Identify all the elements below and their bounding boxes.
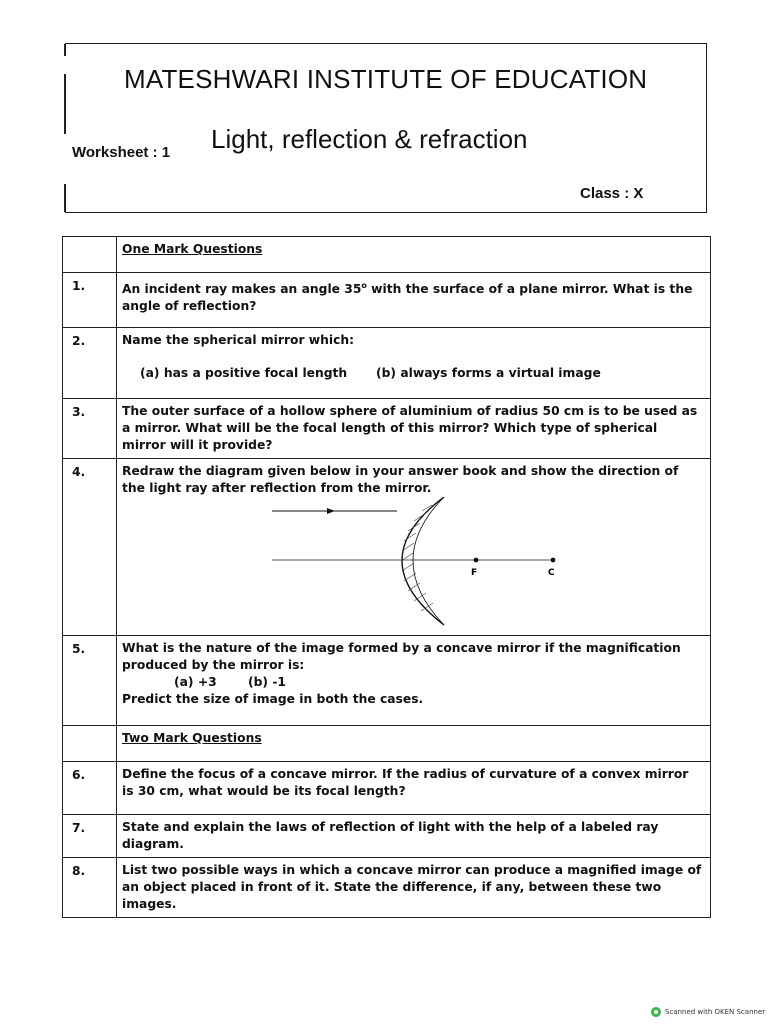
focus-label: F	[471, 568, 478, 578]
table-row	[63, 762, 711, 815]
table-row	[63, 636, 711, 726]
scanner-logo-icon	[651, 1007, 661, 1017]
question-number: 1.	[63, 273, 117, 328]
mirror-ray-diagram	[122, 497, 704, 631]
class-label: Class : X	[580, 185, 644, 202]
question-text: Name the spherical mirror which: (a) has a positive focal length (b) always forms a virtual image	[117, 328, 711, 399]
worksheet-subject: Light, reflection & refraction	[211, 124, 528, 154]
question-text: The outer surface of a hollow sphere of aluminium of radius 50 cm is to be used as a mirror. What will be the focal length of this mirror? Which type of spherical mirror will it provide?	[117, 399, 711, 459]
concave-mirror	[402, 497, 444, 625]
table-row	[63, 858, 711, 918]
center-label: C	[548, 568, 555, 578]
question-number	[63, 726, 117, 762]
question-number: 7.	[63, 815, 117, 858]
question-text: Define the focus of a concave mirror. If the radius of curvature of a convex mirror is 30 cm, what would be its focal length?	[117, 762, 711, 815]
question-number	[63, 237, 117, 273]
center-point	[551, 558, 556, 563]
section-row	[63, 237, 711, 273]
border-segment	[64, 44, 66, 56]
question-number: 5.	[63, 636, 117, 726]
border-segment	[64, 184, 66, 212]
scanner-text: Scanned with OKEN Scanner	[665, 1008, 766, 1016]
section-heading: Two Mark Questions	[117, 726, 711, 762]
question-text: An incident ray makes an angle 35$^o$ with the surface of a plane mirror. What is the angle of reflection?	[117, 273, 711, 328]
question-text: List two possible ways in which a concave mirror can produce a magnified image of an object placed in front of it. State the difference, if any, between these two images.	[117, 858, 711, 918]
question-number: 6.	[63, 762, 117, 815]
question-text: What is the nature of the image formed by a concave mirror if the magnification produced by the mirror is: (a) +3 (b) -1 Predict the size of image in both the cases.	[117, 636, 711, 726]
scanner-watermark	[651, 1007, 765, 1017]
section-heading: One Mark Questions	[117, 237, 711, 273]
worksheet-number: Worksheet : 1	[72, 144, 171, 161]
question-number: 4.	[63, 459, 117, 636]
section-row	[63, 726, 711, 762]
question-options: (a) has a positive focal length (b) always forms a virtual image	[140, 366, 601, 380]
question-number: 3.	[63, 399, 117, 459]
question-options: (a) +3 (b) -1	[174, 675, 286, 689]
table-row	[63, 815, 711, 858]
question-number: 8.	[63, 858, 117, 918]
mirror-hatching	[401, 505, 433, 611]
arrow-icon	[327, 508, 335, 514]
table-row	[63, 399, 711, 459]
question-text: Redraw the diagram given below in your answer book and show the direction of the light ray after reflection from the mirror. F C	[117, 459, 711, 636]
table-row	[63, 328, 711, 399]
focus-point	[474, 558, 479, 563]
table-row	[63, 459, 711, 636]
border-segment	[64, 74, 66, 134]
table-row	[63, 273, 711, 328]
institute-title: MATESHWARI INSTITUTE OF EDUCATION	[124, 64, 648, 94]
question-text: State and explain the laws of reflection of light with the help of a labeled ray diagram.	[117, 815, 711, 858]
questions-table	[62, 236, 711, 918]
question-number: 2.	[63, 328, 117, 399]
